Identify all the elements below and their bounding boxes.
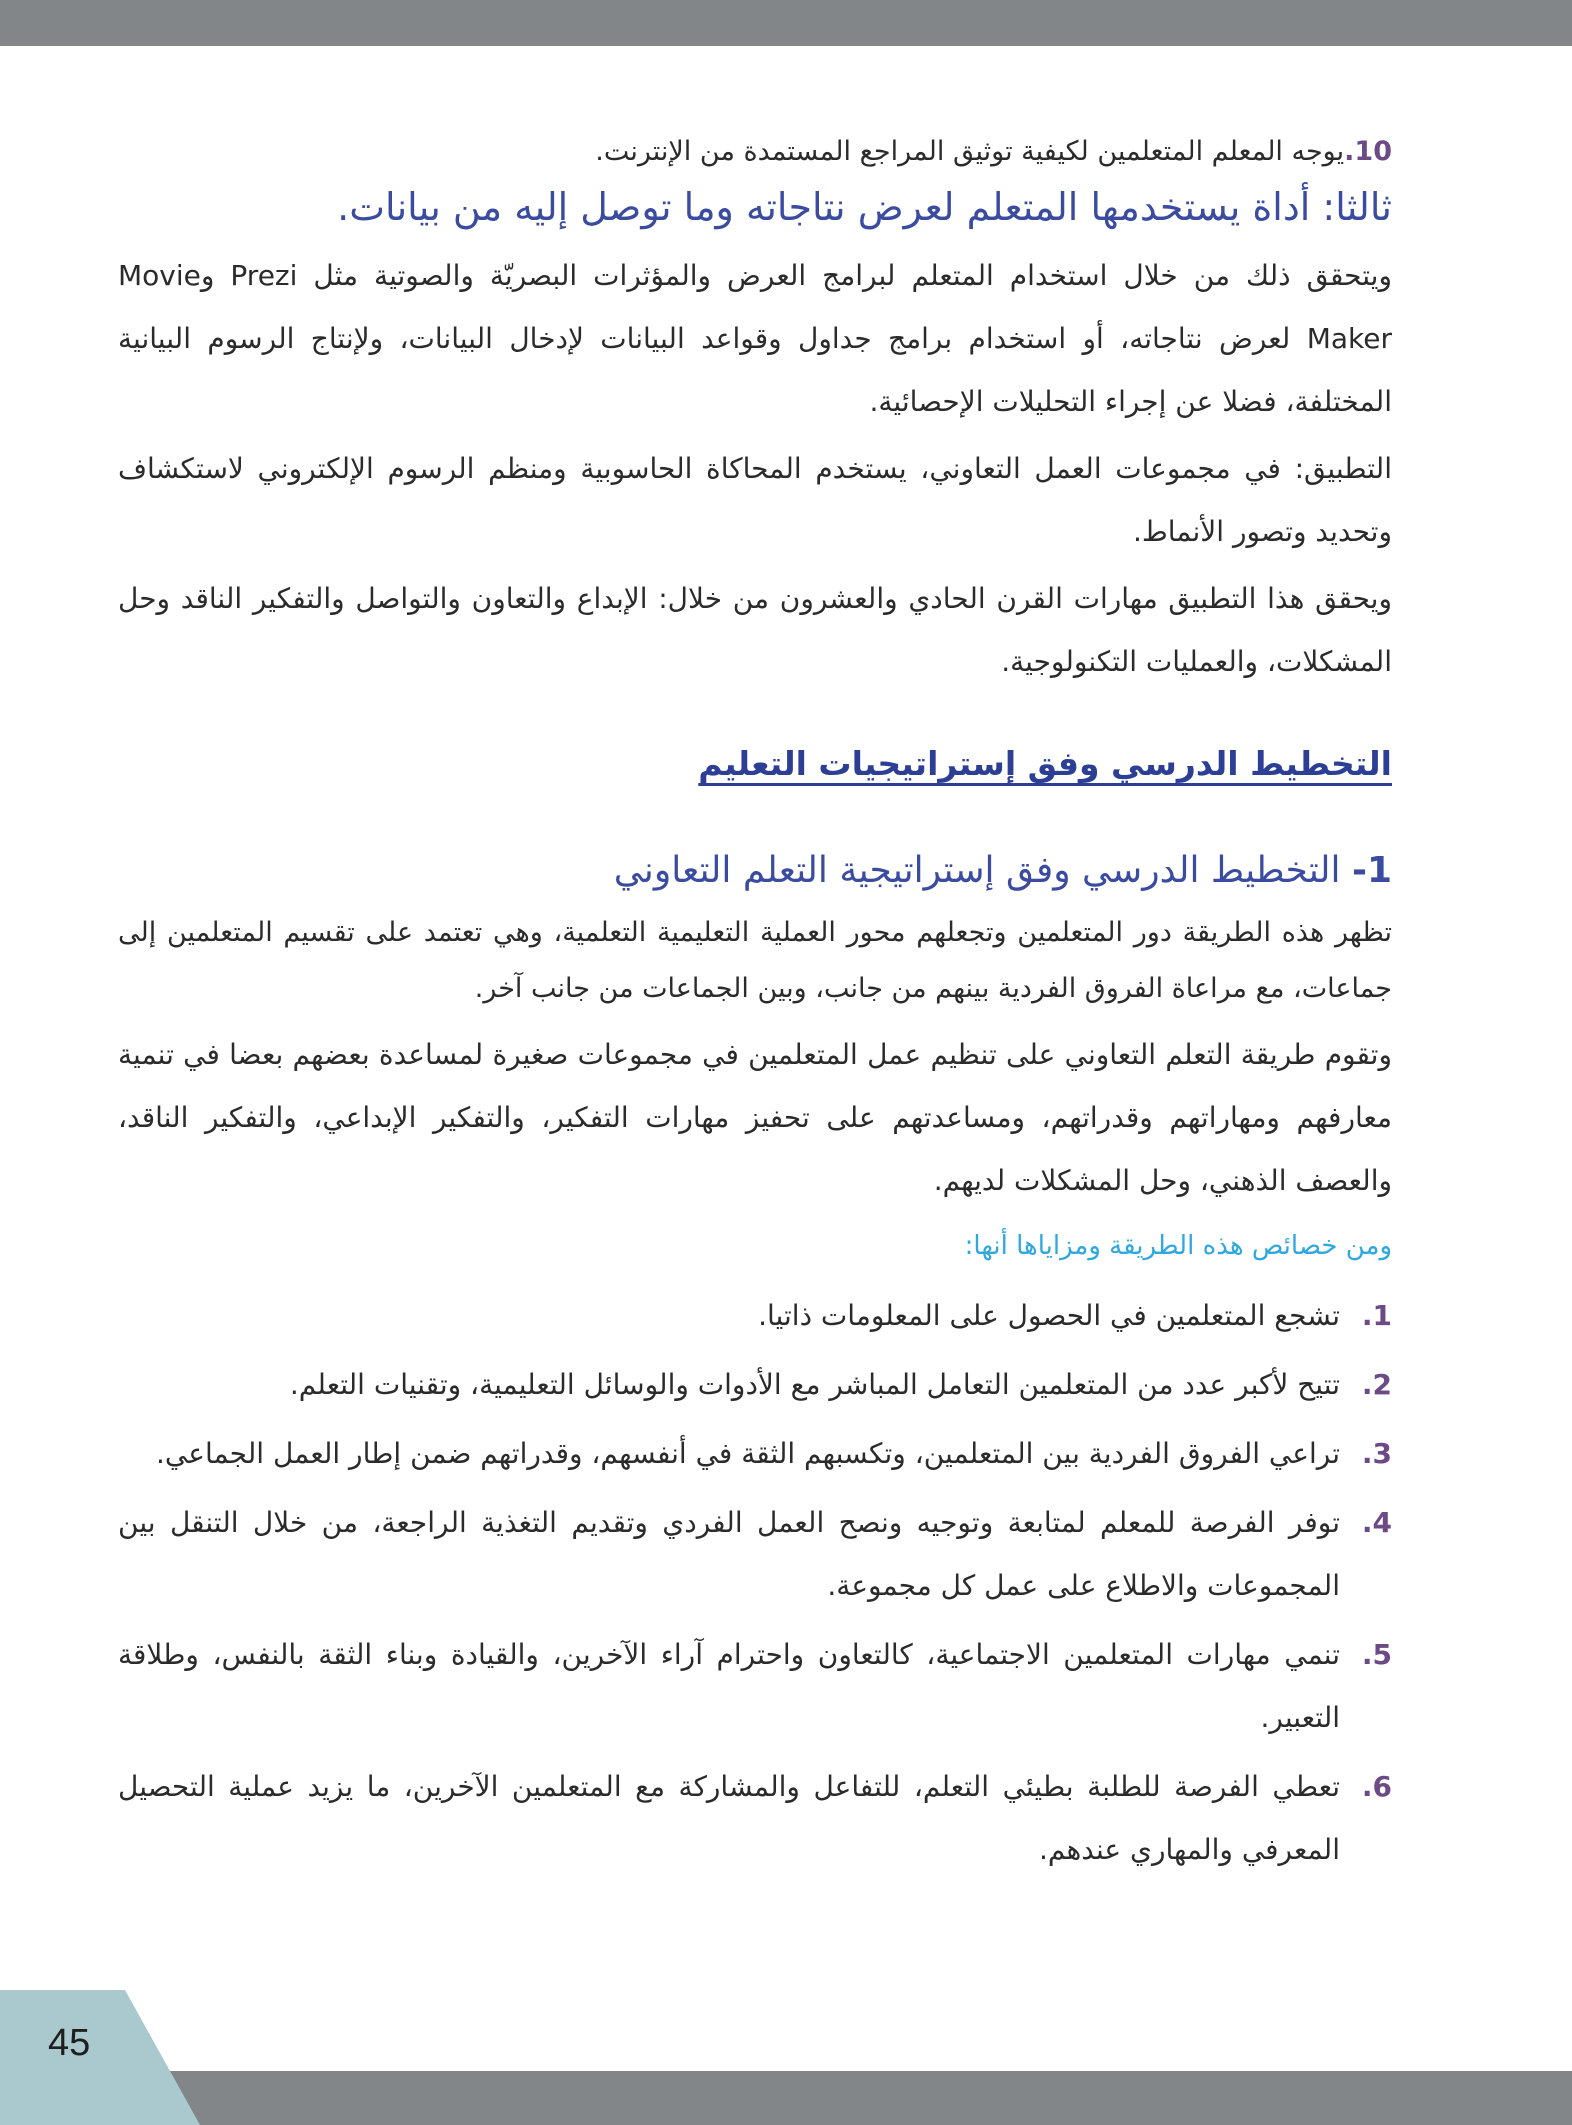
features-intro: ومن خصائص هذه الطريقة ومزاياها أنها:: [964, 1231, 1392, 1261]
list-item: [118, 1422, 1392, 1485]
list-item-number: 10.: [1344, 136, 1392, 167]
list-item-text: تنمي مهارات المتعلمين الاجتماعية، كالتعاون واحترام آراء الآخرين، والقيادة وبناء الثقة بالنفس، وطلاقة التعبير.: [118, 1638, 1340, 1734]
list-item-text: تشجع المتعلمين في الحصول على المعلومات ذاتيا.: [758, 1299, 1340, 1332]
list-item: [118, 1623, 1392, 1749]
sub-heading-cooperative-learning: [118, 843, 1392, 899]
paragraph-cooperative-method: وتقوم طريقة التعلم التعاوني على تنظيم عمل المتعلمين في مجموعات صغيرة لمساعدة بعضهم بعضا في تنمية معارفهم ومهاراتهم وقدراتهم، ومساعدتهم على تحفيز مهارات التفكير، والتفكير الإبداعي، والتفكير الناقد، والعصف الذهني، وحل المشكلات لديهم.: [118, 1038, 1392, 1197]
list-item: [118, 1353, 1392, 1416]
page-content: [118, 128, 1392, 1881]
list-item-text: توفر الفرصة للمعلم لمتابعة وتوجيه ونصح العمل الفردي وتقديم التغذية الراجعة، من خلال التنقل بين المجموعات والاطلاع على عمل كل مجموعة.: [118, 1506, 1340, 1602]
list-item-number: 4.: [1361, 1506, 1392, 1539]
list-item-number: 6.: [1361, 1770, 1392, 1803]
list-item-number: 1.: [1361, 1299, 1392, 1332]
paragraph-application: التطبيق: في مجموعات العمل التعاوني، يستخدم المحاكاة الحاسوبية ومنظم الرسوم الإلكتروني لاستكشاف وتحديد وتصور الأنماط.: [118, 452, 1392, 548]
list-item-10: [118, 128, 1392, 176]
list-item-text: يوجه المعلم المتعلمين لكيفية توثيق المراجع المستمدة من الإنترنت.: [595, 136, 1345, 167]
list-item-text: تتيح لأكبر عدد من المتعلمين التعامل المباشر مع الأدوات والوسائل التعليمية، وتقنيات التعلم.: [289, 1368, 1340, 1401]
list-item-text: تراعي الفروق الفردية بين المتعلمين، وتكسبهم الثقة في أنفسهم، وقدراتهم ضمن إطار العمل الجماعي.: [156, 1437, 1340, 1470]
paragraph-method-description: تظهر هذه الطريقة دور المتعلمين وتجعلهم محور العملية التعليمية التعلمية، وهي تعتمد على تقسيم المتعلمين إلى جماعات، مع مراعاة الفروق الفردية بينهم من جانب، وبين الجماعات من جانب آخر.: [118, 917, 1392, 1004]
list-item: [118, 1284, 1392, 1347]
features-list: [118, 1284, 1392, 1881]
page-number: 45: [48, 2022, 91, 2064]
heading-third-tool: ثالثا: أداة يستخدمها المتعلم لعرض نتاجاته وما توصل إليه من بيانات.: [337, 185, 1392, 229]
sub-heading-text: التخطيط الدرسي وفق إستراتيجية التعلم التعاوني: [613, 850, 1341, 891]
page-number-tab: [0, 1990, 200, 2125]
top-header-bar: [0, 0, 1572, 46]
list-item-text: تعطي الفرصة للطلبة بطيئي التعلم، للتفاعل والمشاركة مع المتعلمين الآخرين، ما يزيد عملية التحصيل المعرفي والمهاري عندهم.: [118, 1770, 1340, 1866]
paragraph-21st-century-skills: ويحقق هذا التطبيق مهارات القرن الحادي والعشرون من خلال: الإبداع والتعاون والتواصل والتفكير الناقد وحل المشكلات، والعمليات التكنولوجية.: [118, 582, 1392, 678]
list-item-number: 3.: [1361, 1437, 1392, 1470]
list-item: [118, 1491, 1392, 1617]
list-item-number: 2.: [1361, 1368, 1392, 1401]
section-title-lesson-planning: التخطيط الدرسي وفق إستراتيجيات التعليم: [698, 744, 1392, 783]
bottom-footer-bar: [0, 2071, 1572, 2125]
paragraph-presentation-tools: ويتحقق ذلك من خلال استخدام المتعلم لبرامج العرض والمؤثرات البصريّة والصوتية مثل Prezi وMovie Maker لعرض نتاجاته، أو استخدام برامج جداول وقواعد البيانات لإدخال البيانات، ولإنتاج الرسوم البيانية المختلفة، فضلا عن إجراء التحليلات الإحصائية.: [118, 259, 1392, 418]
sub-heading-number: 1-: [1351, 850, 1392, 891]
list-item: [118, 1755, 1392, 1881]
list-item-number: 5.: [1361, 1638, 1392, 1671]
